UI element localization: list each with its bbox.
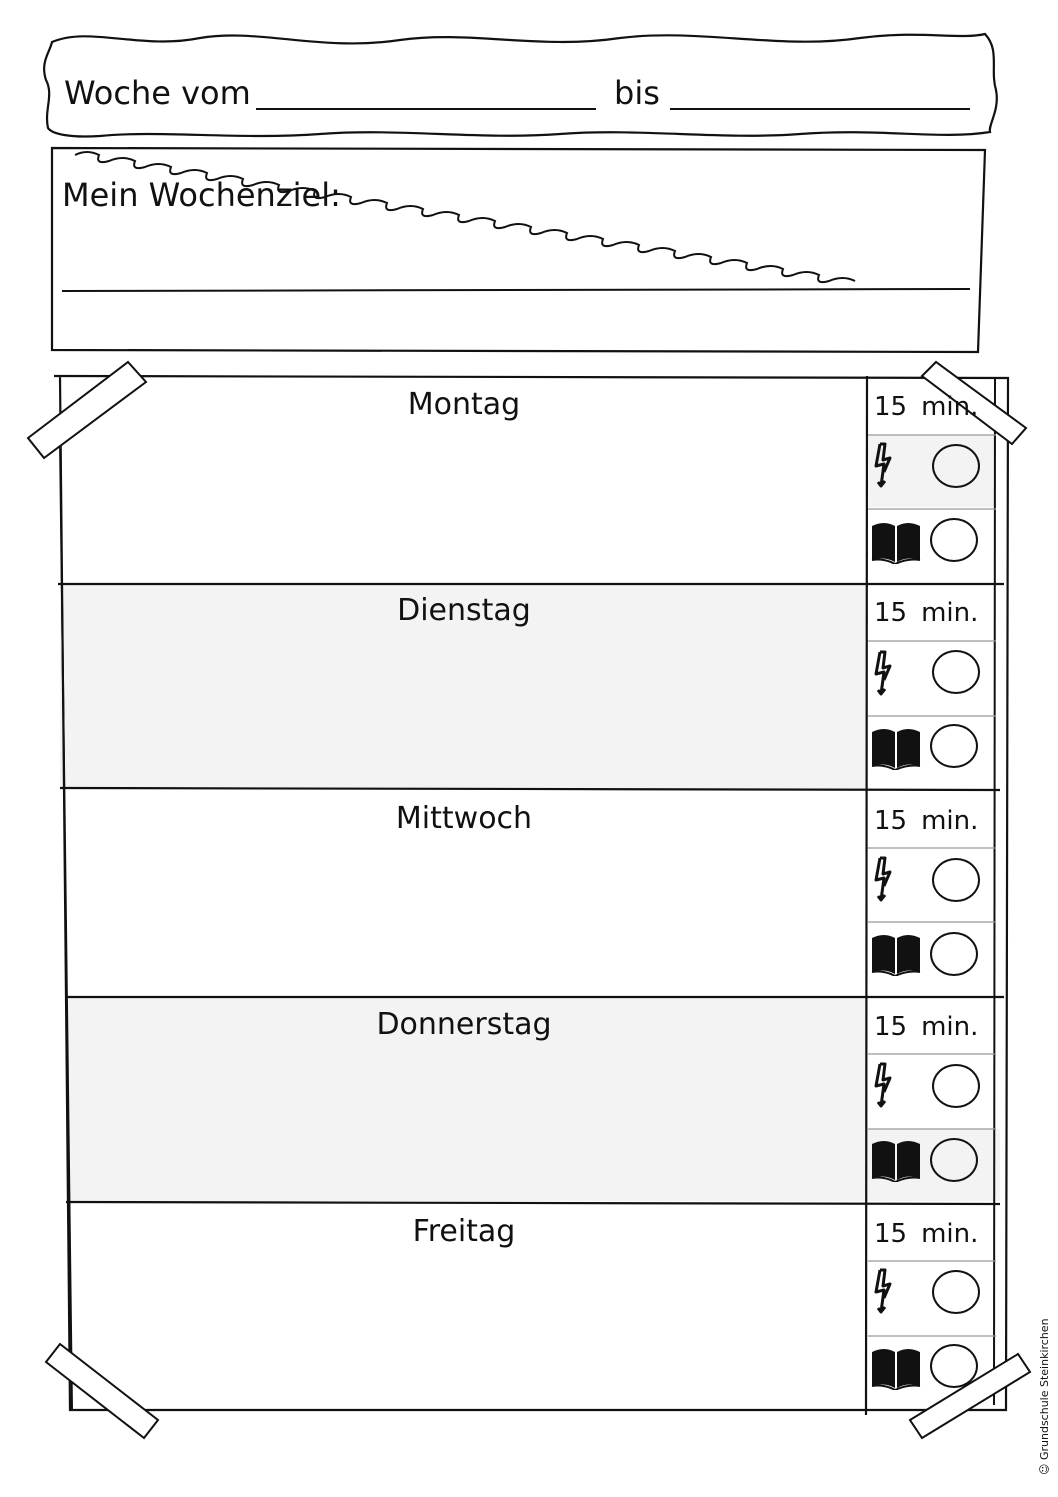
task-done-checkbox[interactable] xyxy=(932,858,980,902)
book-icon xyxy=(870,932,922,976)
right-column-divider xyxy=(866,376,867,1415)
day-title: Donnerstag xyxy=(376,1007,552,1042)
lightning-bolt-icon xyxy=(872,650,894,700)
book-icon xyxy=(870,1346,922,1390)
day-notes-field[interactable] xyxy=(70,1258,862,1406)
day-title: Dienstag xyxy=(397,593,531,628)
task-done-checkbox[interactable] xyxy=(932,444,980,488)
day-notes-field[interactable] xyxy=(68,1050,862,1198)
book-icon xyxy=(870,520,922,564)
reading-done-checkbox[interactable] xyxy=(930,724,978,768)
minutes-label: 15 min. xyxy=(874,806,979,836)
day-title: Montag xyxy=(407,387,521,422)
week-from-label: Woche vom xyxy=(64,74,251,112)
task-done-checkbox[interactable] xyxy=(932,1064,980,1108)
minutes-label: 15 min. xyxy=(874,392,979,422)
day-notes-field[interactable] xyxy=(66,844,862,992)
minutes-label: 15 min. xyxy=(874,598,979,628)
reading-done-checkbox[interactable] xyxy=(930,518,978,562)
day-title: Freitag xyxy=(412,1214,516,1249)
school-logo-icon: ☺ xyxy=(1038,1460,1051,1475)
reading-done-checkbox[interactable] xyxy=(930,932,978,976)
reading-done-checkbox[interactable] xyxy=(930,1344,978,1388)
task-done-checkbox[interactable] xyxy=(932,1270,980,1314)
minutes-label: 15 min. xyxy=(874,1219,979,1249)
reading-done-checkbox[interactable] xyxy=(930,1138,978,1182)
book-icon xyxy=(870,1138,922,1182)
week-from-field[interactable] xyxy=(256,72,596,110)
weekly-goal-field[interactable] xyxy=(62,230,970,290)
lightning-bolt-icon xyxy=(872,1268,894,1318)
book-icon xyxy=(870,726,922,770)
task-done-checkbox[interactable] xyxy=(932,650,980,694)
day-notes-field[interactable] xyxy=(62,430,862,580)
minutes-label: 15 min. xyxy=(874,1012,979,1042)
week-to-label: bis xyxy=(614,74,660,112)
day-notes-field[interactable] xyxy=(62,636,862,784)
credit-text: ☺ Grundschule Steinkirchen xyxy=(1038,1318,1051,1475)
lightning-bolt-icon xyxy=(872,1062,894,1112)
lightning-bolt-icon xyxy=(872,442,894,492)
day-title: Mittwoch xyxy=(395,801,533,836)
week-to-field[interactable] xyxy=(670,72,970,110)
lightning-bolt-icon xyxy=(872,856,894,906)
weekly-goal-label: Mein Wochenziel: xyxy=(62,176,341,214)
